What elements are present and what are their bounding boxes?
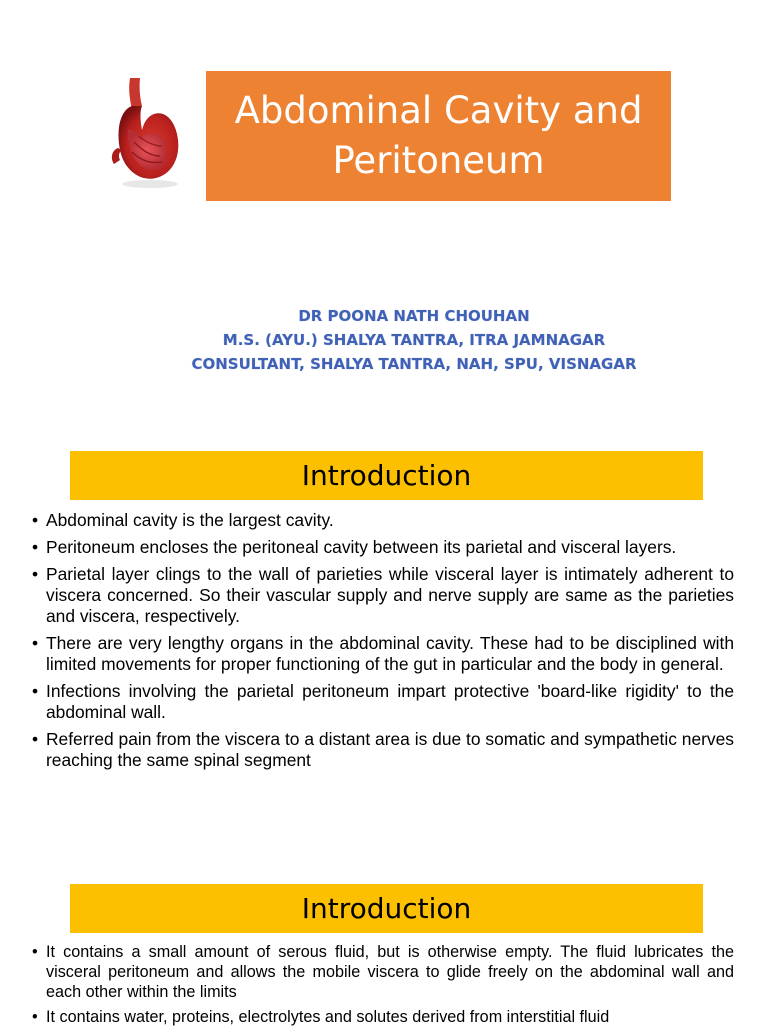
list-item xyxy=(32,537,734,558)
bullet-icon: • xyxy=(32,537,39,557)
list-item xyxy=(32,942,734,1002)
title-slide xyxy=(0,0,768,432)
bullet-icon: • xyxy=(32,564,39,584)
author-block xyxy=(0,304,768,376)
bullet-icon: • xyxy=(32,681,39,701)
bullet-icon: • xyxy=(32,943,38,961)
list-item xyxy=(32,633,734,675)
title-line-2: Peritoneum xyxy=(332,139,545,182)
title-line-1: Abdominal Cavity and xyxy=(234,89,643,132)
bullet-icon: • xyxy=(32,510,39,530)
list-item xyxy=(32,1007,734,1027)
bullet-icon: • xyxy=(32,1008,38,1026)
list-item-text: Infections involving the parietal peritoneum impart protective 'board-like rigidity' to the abdominal wall. xyxy=(46,681,734,722)
list-item-text: Peritoneum encloses the peritoneal cavity between its parietal and visceral layers. xyxy=(46,537,677,557)
title-box xyxy=(206,71,671,201)
author-position: CONSULTANT, SHALYA TANTRA, NAH, SPU, VISNAGAR xyxy=(191,355,637,373)
bullet-icon: • xyxy=(32,633,39,653)
list-item-text: It contains water, proteins, electrolytes and solutes derived from interstitial fluid xyxy=(46,1008,610,1026)
bullet-list xyxy=(32,510,734,777)
author-qualification: M.S. (AYU.) SHALYA TANTRA, ITRA JAMNAGAR xyxy=(222,331,606,349)
section-header-introduction-2: Introduction xyxy=(70,884,703,933)
list-item xyxy=(32,729,734,771)
list-item xyxy=(32,510,734,531)
list-item-text: Abdominal cavity is the largest cavity. xyxy=(46,510,334,530)
section-header-introduction: Introduction xyxy=(70,451,703,500)
list-item-text: It contains a small amount of serous fluid, but is otherwise empty. The fluid lubricates the visceral peritoneum and allows the mobile viscera to glide freely on the abdominal wall and each other within the limits xyxy=(46,943,734,1001)
bullet-icon: • xyxy=(32,729,39,749)
list-item-text: There are very lengthy organs in the abdominal cavity. These had to be disciplined with limited movements for proper functioning of the gut in particular and the body in general. xyxy=(46,633,734,674)
list-item-text: Parietal layer clings to the wall of parieties while visceral layer is intimately adherent to viscera concerned. So their vascular supply and nerve supply are same as the parieties and viscera, respectively. xyxy=(46,564,734,626)
list-item-text: Referred pain from the viscera to a distant area is due to somatic and sympathetic nerves reaching the same spinal segment xyxy=(46,729,734,770)
list-item xyxy=(32,681,734,723)
bullet-list-2 xyxy=(32,942,734,1032)
stomach-illustration xyxy=(90,70,190,190)
author-name: DR POONA NATH CHOUHAN xyxy=(298,307,530,325)
list-item xyxy=(32,564,734,627)
